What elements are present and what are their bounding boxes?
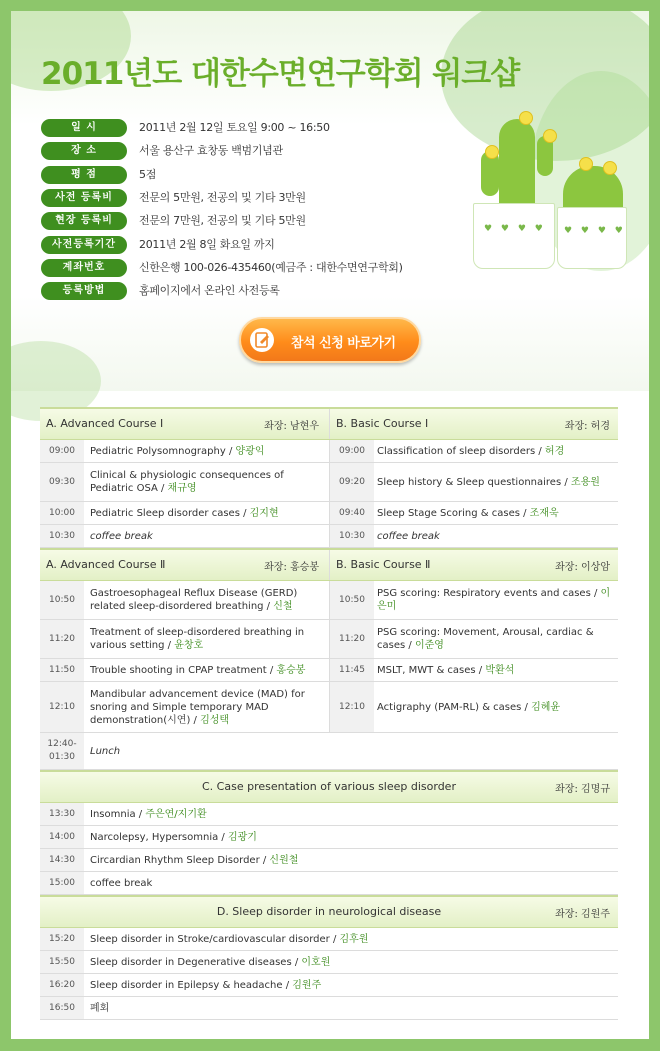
schedule-row — [40, 826, 618, 849]
column-divider — [329, 659, 330, 681]
info-label-pill: 장 소 — [41, 142, 127, 160]
session-cell — [90, 502, 323, 524]
time-cell: 10:50 — [330, 581, 374, 619]
session-title: Classification of sleep disorders / — [377, 445, 545, 457]
schedule-row — [40, 581, 618, 620]
time-cell: 09:20 — [330, 463, 374, 501]
session-text — [90, 664, 305, 677]
info-value: 신한은행 100-026-435460(예금주 : 대한수면연구학회) — [139, 260, 403, 274]
info-label-pill: 등록방법 — [41, 282, 127, 300]
schedule-row — [40, 440, 618, 463]
speaker-name: 신철 — [273, 601, 293, 612]
time-cell: 12:40-01:30 — [40, 733, 84, 769]
column-divider — [329, 682, 330, 732]
speaker-name: 윤창호 — [174, 640, 204, 651]
session-cell — [90, 803, 608, 825]
time-cell: 15:20 — [40, 928, 84, 950]
time-cell: 11:50 — [40, 659, 84, 681]
course-title: C. Case presentation of various sleep disorder — [202, 780, 456, 793]
course-header — [40, 770, 618, 803]
session-title: Mandibular advancement device (MAD) for snoring and Simple temporary MAD demonstration(시연) / — [90, 688, 305, 726]
flower-icon — [543, 129, 557, 143]
course-title: B. Basic Course Ⅱ — [336, 558, 431, 571]
flower-icon — [579, 157, 593, 171]
time-cell: 10:50 — [40, 581, 84, 619]
session-title: Narcolepsy, Hypersomnia / — [90, 831, 228, 843]
course-title: B. Basic Course Ⅰ — [336, 417, 429, 430]
info-value: 홈페이지에서 온라인 사전등록 — [139, 284, 280, 298]
schedule-row — [40, 659, 618, 682]
session-title: Pediatric Polysomnography / — [90, 445, 236, 457]
session-title: MSLT, MWT & cases / — [377, 664, 486, 676]
time-cell: 16:20 — [40, 974, 84, 996]
session-title: Sleep disorder in Degenerative diseases / — [90, 956, 302, 968]
schedule-row — [40, 463, 618, 502]
schedule-row — [40, 525, 618, 548]
time-cell: 16:50 — [40, 997, 84, 1019]
session-title: Trouble shooting in CPAP treatment / — [90, 664, 277, 676]
course-header — [40, 407, 618, 440]
session-text — [90, 1002, 109, 1015]
session-text — [90, 877, 152, 890]
schedule-table — [40, 407, 618, 1020]
session-text — [377, 476, 600, 489]
session-text — [90, 587, 323, 613]
info-value: 서울 용산구 효창동 백범기념관 — [139, 144, 283, 158]
session-cell — [90, 525, 323, 547]
session-cell — [90, 463, 323, 501]
session-cell — [377, 440, 614, 462]
speaker-name: 김원주 — [292, 979, 322, 991]
speaker-name: 김광기 — [227, 831, 257, 843]
time-cell: 10:00 — [40, 502, 84, 524]
course-chair: 좌장: 김원주 — [555, 909, 610, 920]
course-chair: 좌장: 김명규 — [555, 784, 610, 795]
register-button-label: 참석 신청 바로가기 — [291, 336, 396, 351]
course-chair: 좌장: 허경 — [564, 421, 610, 432]
time-cell: 11:20 — [40, 620, 84, 658]
time-cell: 14:30 — [40, 849, 84, 871]
session-text — [377, 664, 514, 677]
course-title: D. Sleep disorder in neurological disease — [216, 905, 442, 918]
column-divider — [329, 550, 330, 580]
schedule-row — [40, 849, 618, 872]
session-text — [90, 808, 207, 821]
flower-pot: ♥ ♥ ♥ ♥ — [473, 203, 555, 269]
session-text — [90, 956, 330, 969]
info-label-pill: 평 점 — [41, 166, 127, 184]
session-cell — [377, 502, 614, 524]
session-text — [90, 469, 323, 495]
info-label-pill: 일 시 — [41, 119, 127, 137]
speaker-name: 김성택 — [200, 714, 230, 726]
course-chair: 좌장: 남현우 — [264, 421, 319, 432]
speaker-name: 이준영 — [414, 640, 444, 651]
info-value: 전문의 5만원, 전공의 및 기타 3만원 — [139, 190, 306, 204]
session-cell — [377, 581, 614, 619]
time-cell: 12:10 — [40, 682, 84, 732]
column-divider — [329, 463, 330, 501]
time-cell: 11:45 — [330, 659, 374, 681]
register-button[interactable] — [239, 317, 421, 363]
schedule-row — [40, 951, 618, 974]
session-cell — [90, 682, 323, 732]
column-divider — [329, 525, 330, 547]
schedule-row — [40, 733, 618, 770]
info-value: 2011년 2월 12일 토요일 9:00 ~ 16:50 — [139, 121, 330, 134]
time-cell: 15:50 — [40, 951, 84, 973]
schedule-row — [40, 872, 618, 895]
column-divider — [329, 581, 330, 619]
session-title: coffee break — [377, 530, 440, 542]
time-cell: 09:40 — [330, 502, 374, 524]
session-cell — [90, 928, 608, 950]
flower-pot: ♥ ♥ ♥ ♥ — [557, 207, 627, 269]
session-cell — [377, 525, 614, 547]
column-divider — [329, 620, 330, 658]
session-text — [90, 530, 153, 543]
time-cell: 15:00 — [40, 872, 84, 894]
info-label-pill: 사전 등록비 — [41, 189, 127, 207]
session-title: Sleep disorder in Epilepsy & headache / — [90, 979, 293, 991]
info-label-pill: 현장 등록비 — [41, 212, 127, 230]
session-cell — [90, 620, 323, 658]
session-cell — [377, 463, 614, 501]
info-value: 전문의 7만원, 전공의 및 기타 5만원 — [139, 214, 306, 228]
session-cell — [90, 581, 323, 619]
info-value: 2011년 2월 8일 화요일 까지 — [139, 237, 275, 251]
info-label-pill: 사전등록기간 — [41, 236, 127, 254]
schedule-row — [40, 928, 618, 951]
session-text — [377, 587, 614, 613]
speaker-name: 김혜윤 — [531, 701, 561, 713]
session-text — [90, 933, 368, 946]
time-cell: 10:30 — [330, 525, 374, 547]
speaker-name: 김지현 — [249, 507, 279, 519]
speaker-name: 이호원 — [301, 956, 331, 968]
time-cell: 12:10 — [330, 682, 374, 732]
speaker-name: 박환석 — [485, 664, 515, 676]
session-text — [377, 507, 559, 520]
flower-icon — [603, 161, 617, 175]
session-cell — [90, 951, 608, 973]
session-title: PSG scoring: Respiratory events and cases / — [377, 588, 601, 599]
time-cell: 11:20 — [330, 620, 374, 658]
session-title: Gastroesophageal Reflux Disease (GERD) related sleep-disordered breathing / — [90, 588, 298, 612]
speaker-name: 이은미 — [377, 588, 611, 612]
lunch-label: Lunch — [90, 745, 121, 757]
speaker-name: 허경 — [544, 445, 565, 457]
session-title: coffee break — [90, 877, 153, 889]
session-title: PSG scoring: Movement, Arousal, cardiac & cases / — [377, 627, 594, 651]
session-text — [377, 626, 614, 652]
session-text — [90, 854, 298, 867]
hero-banner — [11, 11, 649, 391]
course-header — [40, 548, 618, 581]
session-cell — [90, 872, 608, 894]
time-cell: 13:30 — [40, 803, 84, 825]
speaker-name: 양광익 — [235, 445, 265, 457]
session-cell — [377, 682, 614, 732]
course-title: A. Advanced Course Ⅰ — [46, 417, 164, 430]
session-text — [90, 688, 323, 727]
session-cell — [377, 659, 614, 681]
session-title: Sleep history & Sleep questionnaires / — [377, 476, 571, 488]
time-cell: 10:30 — [40, 525, 84, 547]
session-text — [377, 701, 560, 714]
session-title: Sleep Stage Scoring & cases / — [377, 507, 530, 519]
session-cell — [90, 974, 608, 996]
schedule-row — [40, 620, 618, 659]
session-text — [377, 530, 440, 543]
session-title: Pediatric Sleep disorder cases / — [90, 507, 250, 519]
schedule-row — [40, 803, 618, 826]
info-value: 5점 — [139, 167, 157, 181]
session-title: Clinical & physiologic consequences of Pediatric OSA / — [90, 470, 284, 494]
session-cell — [90, 659, 323, 681]
speaker-name: 채규영 — [167, 483, 197, 494]
session-title: coffee break — [90, 530, 153, 542]
speaker-name: 조용원 — [570, 476, 600, 488]
time-cell: 09:00 — [330, 440, 374, 462]
session-title: 폐회 — [90, 1002, 110, 1014]
session-text — [90, 507, 279, 520]
session-title: Treatment of sleep-disordered breathing in various setting / — [90, 627, 305, 651]
session-title: Actigraphy (PAM-RL) & cases / — [377, 701, 532, 713]
course-header — [40, 895, 618, 928]
session-cell — [377, 620, 614, 658]
column-divider — [329, 409, 330, 439]
session-text — [90, 979, 321, 992]
session-title: Insomnia / — [90, 808, 146, 820]
speaker-name: 김후원 — [339, 933, 369, 945]
column-divider — [329, 440, 330, 462]
schedule-row — [40, 974, 618, 997]
session-text — [377, 445, 564, 458]
pencil-icon — [250, 328, 274, 352]
page-content — [11, 11, 649, 1039]
speaker-name: 주은연/지기환 — [145, 808, 207, 820]
flower-icon — [519, 111, 533, 125]
session-text — [90, 831, 257, 844]
speaker-name: 신원철 — [269, 854, 299, 866]
flower-icon — [485, 145, 499, 159]
speaker-name: 홍승봉 — [276, 664, 306, 676]
course-title: A. Advanced Course Ⅱ — [46, 558, 166, 571]
course-chair: 좌장: 홍승봉 — [264, 562, 319, 573]
schedule-row — [40, 502, 618, 525]
schedule-row — [40, 682, 618, 733]
time-cell: 14:00 — [40, 826, 84, 848]
session-cell — [90, 849, 608, 871]
time-cell: 09:30 — [40, 463, 84, 501]
session-title: Circardian Rhythm Sleep Disorder / — [90, 854, 270, 866]
session-title: Sleep disorder in Stroke/cardiovascular disorder / — [90, 933, 340, 945]
column-divider — [329, 502, 330, 524]
session-cell — [90, 997, 608, 1019]
session-text — [90, 626, 323, 652]
course-chair: 좌장: 이상암 — [555, 562, 610, 573]
time-cell: 09:00 — [40, 440, 84, 462]
session-text — [90, 445, 264, 458]
session-cell — [90, 440, 323, 462]
session-cell — [90, 826, 608, 848]
speaker-name: 조재욱 — [529, 507, 559, 519]
schedule-row — [40, 997, 618, 1020]
page-title: 2011년도 대한수면연구학회 워크샵 — [41, 56, 520, 92]
info-label-pill: 계좌번호 — [41, 259, 127, 277]
